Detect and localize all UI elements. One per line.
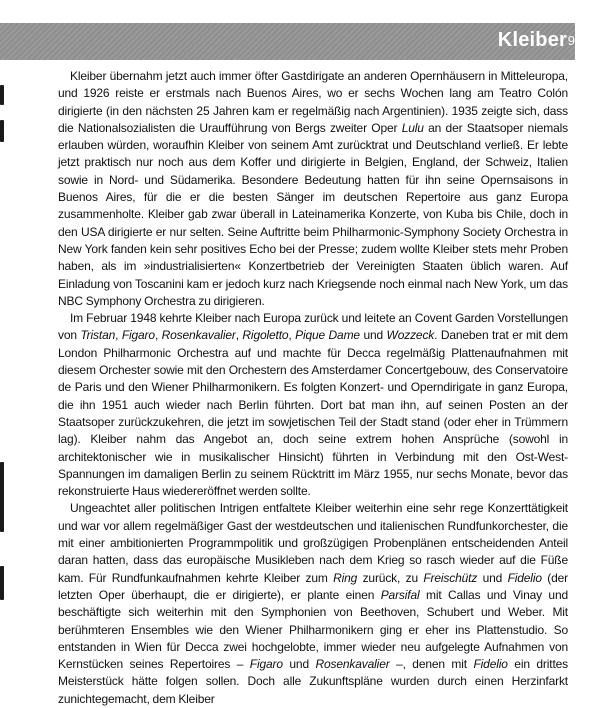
italic-title: Lulu [401,120,424,135]
text-run: , [235,328,243,343]
text-run: Kleiber übernahm jetzt auch immer öfter Gastdirigate an anderen Opernhäusern in Mitteleuropa, und 1926 reiste er erstmals nach Buenos Aires, wo er sechs Wochen lang am Teatro Colón dirigierte (in den nächsten 25 Jahren kam er regelmäßig nach Argentinien). 1935 zeigte sich, dass die Nationalsozialisten die Uraufführung von Bergs zweiter Oper [58,69,568,135]
italic-title: Figaro [249,657,283,672]
page-title: Kleiber [497,29,567,51]
article-body [58,68,568,708]
text-run: mit Callas und Vinay und beschäftigte sich weiterhin mit den Symphonien von Beethoven, Schubert und Weber. Mit berühmteren Ensembles wie den Wiener Philharmonikern ging er eher ins Plattenstudio. So entstanden in Wien für Decca zwei hochgelobte, immer wieder neu aufgelegte Aufnahmen von Kernstücken seines Repertoires – [58,587,569,672]
text-run: , [115,328,122,343]
margin-mark [0,85,4,105]
text-run: Im Februar 1948 kehrte Kleiber nach Europa zurück und leitete an Covent Garden Vorstellungen von [58,311,568,343]
paragraph [58,500,568,708]
text-run: ein drittes Meisterstück hätte folgen sollen. Doch alle Zukunftspläne wurden durch einen Herzinfarkt zunichtegemacht, dem Kleiber [58,657,568,706]
italic-title: Figaro [121,328,155,343]
italic-title: Rosenkavalier [315,657,390,672]
text-run: und [477,570,508,585]
text-run: , [154,328,162,343]
text-run: Ungeachtet aller politischen Intrigen entfaltete Kleiber weiterhin eine sehr rege Konzerttätigkeit und war vor allem regelmäßiger Gast der westdeutschen und italienischen Rundfunkorchester, die mit einer ambitionierten Programmpolitik und großzügigen Probenplänen entscheidenden Anteil daran hatten, dass das europäische Musikleben nach dem Krieg so rasch wieder auf die Füße kam. Für Rundfunkaufnahmen kehrte Kleiber zum [58,501,568,585]
italic-title: Ring [333,570,358,585]
paragraph [58,310,568,500]
text-run: zurück, zu [357,570,424,585]
text-run: und [359,328,387,343]
text-run: an der Staatsoper niemals erlauben würden, woraufhin Kleiber von seinem Amt zurücktrat und Deutschland verließ. Er lebte jetzt praktisch nur noch aus dem Koffer und dirigierte in Belgien, England, der Schweiz, Italien sowie in Nord- und Südamerika. Besondere Bedeutung hatten für ihn seine Opernsaisons in Buenos Aires, für die er die besten Sänger im deutschen Repertoire aus ganz Europa zusammenholte. Kleiber gab zwar überall in Lateinamerika Konzerte, von Kuba bis Chile, doch in den USA dirigierte er nur selten. Seine Auftritte beim Philharmonic-Symphony Society Orchestra in New York fanden kein sehr positives Echo bei der Presse; zudem wollte Kleiber stets mehr Proben haben, als im »industrialisierten« Konzertbetrieb der Vereinigten Staaten üblich waren. Auf Einladung von Toscanini kam er jedoch kurz nach Kriegsende noch einmal nach New York, um das NBC Symphony Orchestra zu dirigieren. [58,120,568,308]
italic-title: Rosenkavalier [161,328,236,343]
italic-title: Freischütz [423,570,478,585]
italic-title: Tristan [80,328,116,343]
text-run: und [282,657,316,672]
text-run: (der letzten Oper überhaupt, die er dirigierte), er plante einen [58,570,568,602]
text-run: . Daneben trat er mit dem London Philharmonic Orchestra auf und machte für Decca regelmäßig Plattenaufnahmen mit diesem Orchester sowie mit den Orchestern des Amsterdamer Concertgebouw, des Conservatoire de Paris und den Wiener Philharmonikern. Es folgten Konzert- und Operndirigate in ganz Europa, die ihn 1951 auch wieder nach Berlin führten. Dort bat man ihn, auf seinen Posten an der Staatsoper zurückzukehren, die jetzt im sowjetischen Teil der Stadt stand (oder eher in Trümmern lag). Kleiber nahm das Angebot an, doch seine extrem hohen Ansprüche (sowohl in architektonischer wie in musikalischer Hinsicht) führten in Verbindung mit den Ost-West-Spannungen im damaligen Berlin zu seinem Rücktritt im März 1955, nur sechs Monate, bevor das rekonstruierte Haus wiedereröffnet werden sollte. [58,328,568,499]
margin-mark [0,462,4,532]
italic-title: Fidelio [473,657,508,672]
header-bar [0,23,575,60]
margin-mark [0,120,4,142]
margin-mark [0,566,4,600]
italic-title: Fidelio [507,570,542,585]
text-run: –, denen mit [389,657,474,672]
italic-title: Pique Dame [295,328,360,343]
italic-title: Parsifal [380,587,420,602]
italic-title: Rigoletto [242,328,289,343]
page-number: 9 [567,33,575,48]
paragraph [58,68,568,310]
italic-title: Wozzeck [386,328,435,343]
text-run: , [288,328,296,343]
